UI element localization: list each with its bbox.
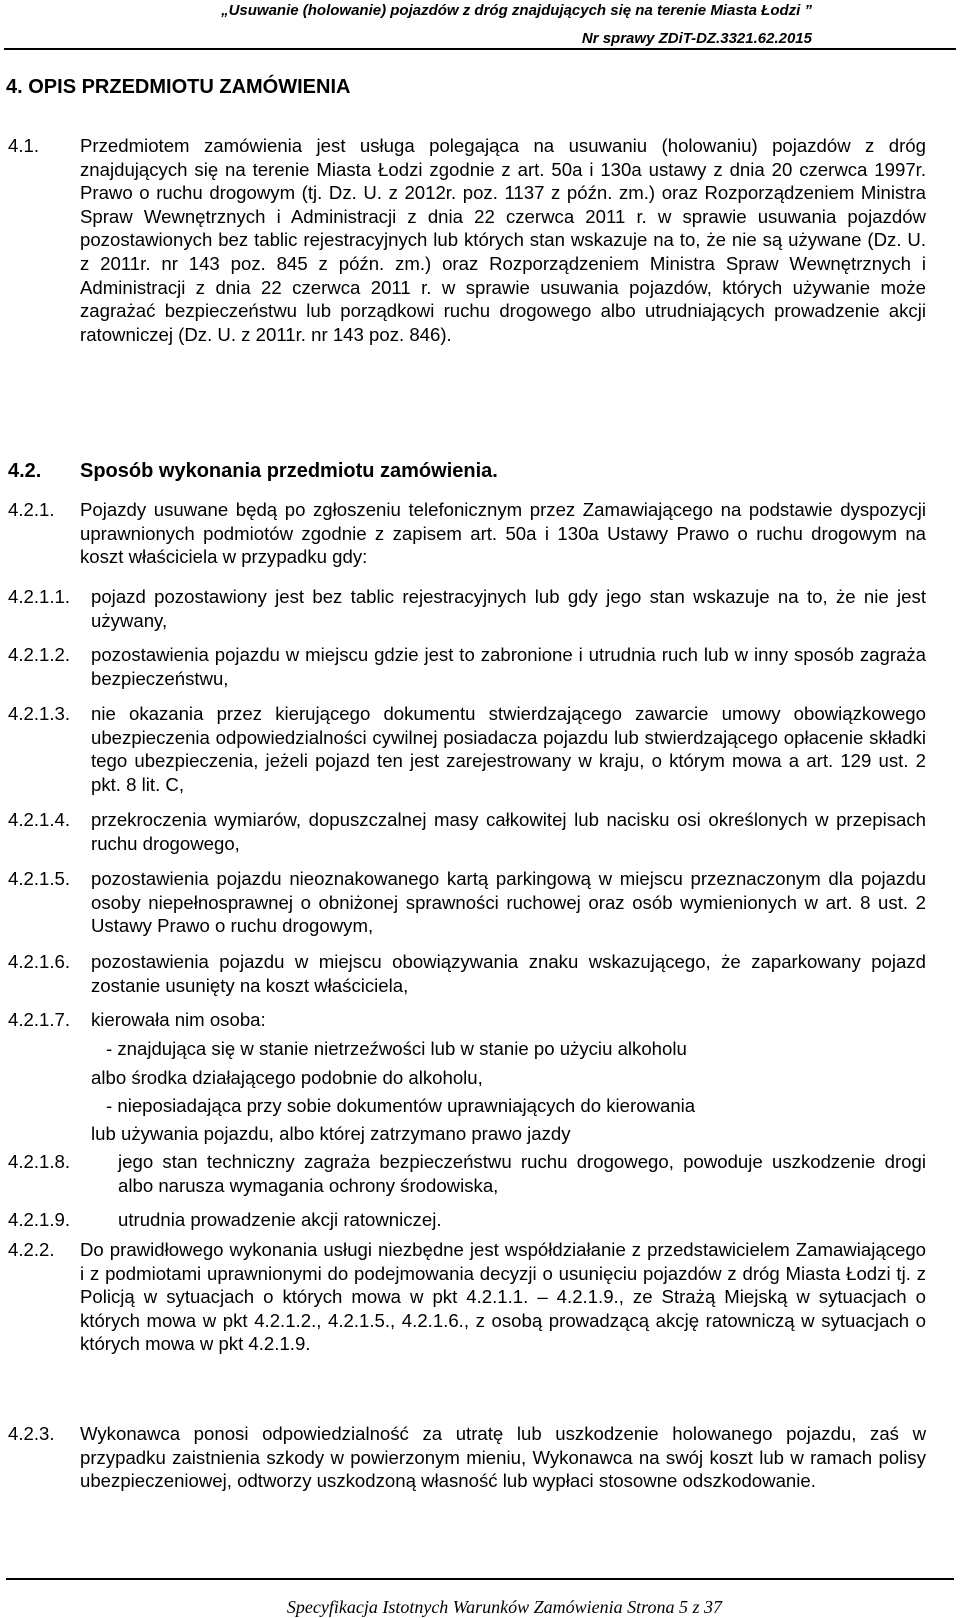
footer-divider	[6, 1578, 954, 1580]
item-4-2-1-5-text: pozostawienia pojazdu nieoznakowanego kartą parkingową w miejscu przeznaczonym dla pojazdu osoby niepełnosprawnej o obniżonej sprawności ruchowej oraz osób wymienionych w art. 8 ust. 2 Ustawy Prawo o ruchu drogowym,	[91, 868, 926, 937]
item-4-2-1-2-text: pozostawienia pojazdu w miejscu gdzie jest to zabronione i utrudnia ruch lub w inny sposób zagraża bezpieczeństwu,	[91, 644, 926, 689]
item-4-2-1-9-text: utrudnia prowadzenie akcji ratowniczej.	[118, 1209, 442, 1230]
item-number-4-2-1-3: 4.2.1.3.	[8, 703, 71, 724]
item-number-4-2-1-1: 4.2.1.1.	[8, 586, 71, 607]
heading-4-2-number: 4.2.	[8, 460, 42, 482]
item-4-2-1-7-sub1-line1: - znajdująca się w stanie nietrzeźwości lub w stanie po użyciu alkoholu	[106, 1038, 687, 1059]
case-number: Nr sprawy ZDiT-DZ.3321.62.2015	[581, 30, 812, 47]
item-number-4-2-1-2: 4.2.1.2.	[8, 644, 71, 665]
paragraph-4-2-1-text: Pojazdy usuwane będą po zgłoszeniu telefonicznym przez Zamawiającego na podstawie dyspozycji uprawnionych podmiotów zgodnie z zapisem art. 50a i 130a Ustawy Prawo o ruchu drogowym na koszt właściciela w przypadku gdy:	[80, 499, 926, 568]
item-number-4-2-1-9: 4.2.1.9.	[8, 1209, 71, 1230]
item-number-4-2-1-8: 4.2.1.8.	[8, 1151, 71, 1172]
paragraph-number-4-1: 4.1.	[8, 135, 40, 156]
paragraph-number-4-2-3: 4.2.3.	[8, 1423, 55, 1444]
heading-4-2-title: Sposób wykonania przedmiotu zamówienia.	[80, 460, 498, 482]
item-4-2-1-7-sub2-line1: - nieposiadająca przy sobie dokumentów uprawniających do kierowania	[106, 1095, 696, 1116]
section-title: 4. OPIS PRZEDMIOTU ZAMÓWIENIA	[6, 76, 351, 98]
item-4-2-1-7-text: kierowała nim osoba:	[91, 1009, 266, 1030]
item-4-2-1-7-sub1-line2: albo środka działającego podobnie do alkoholu,	[91, 1067, 483, 1088]
document-header-title: „Usuwanie (holowanie) pojazdów z dróg znajdujących się na terenie Miasta Łodzi ”	[221, 2, 812, 19]
paragraph-4-1-text: Przedmiotem zamówienia jest usługa polegająca na usuwaniu (holowaniu) pojazdów z dróg znajdujących się na terenie Miasta Łodzi zgodnie z art. 50a i 130a ustawy z dnia 20 czerwca 1997r. Prawo o ruchu drogowym (tj. Dz. U. z 2012r. poz. 1137 z późn. zm.) oraz Rozporządzeniem Ministra Spraw Wewnętrznych i Administracji z dnia 22 czerwca 2011 r. w sprawie usuwania pojazdów pozostawionych bez tablic rejestracyjnych lub których stan wskazuje na to, że nie są używane (Dz. U. z 2011r. nr 143 poz. 845 z późn. zm.) oraz Rozporządzeniem Ministra Spraw Wewnętrznych i Administracji z dnia 22 czerwca 2011 r. w sprawie usuwania pojazdów, których używanie może zagrażać bezpieczeństwu lub porządkowi ruchu drogowego albo utrudniających prowadzenie akcji ratowniczej (Dz. U. z 2011r. nr 143 poz. 846).	[80, 135, 926, 345]
item-4-2-1-3-text: nie okazania przez kierującego dokumentu stwierdzającego zawarcie umowy obowiązkowego ubezpieczenia odpowiedzialności cywilnej posiadacza pojazdu lub stwierdzającego opłacenie składki tego ubezpieczenia, jeżeli pojazd ten jest zarejestrowany w kraju, o którym mowa a art. 129 ust. 2 pkt. 8 lit. C,	[91, 703, 926, 795]
paragraph-number-4-2-1: 4.2.1.	[8, 499, 55, 520]
item-4-2-1-1-text: pojazd pozostawiony jest bez tablic rejestracyjnych lub gdy jego stan wskazuje na to, że nie jest używany,	[91, 586, 926, 631]
item-4-2-1-6-text: pozostawienia pojazdu w miejscu obowiązywania znaku wskazującego, że zaparkowany pojazd zostanie usunięty na koszt właściciela,	[91, 951, 926, 996]
item-number-4-2-1-5: 4.2.1.5.	[8, 868, 71, 889]
item-4-2-1-4-text: przekroczenia wymiarów, dopuszczalnej masy całkowitej lub nacisku osi określonych w przepisach ruchu drogowego,	[91, 809, 926, 854]
item-4-2-1-7-sub2-line2: lub używania pojazdu, albo której zatrzymano prawo jazdy	[91, 1123, 571, 1144]
page-footer: Specyfikacja Istotnych Warunków Zamówienia Strona 5 z 37	[286, 1597, 722, 1617]
paragraph-number-4-2-2: 4.2.2.	[8, 1239, 55, 1260]
item-number-4-2-1-6: 4.2.1.6.	[8, 951, 71, 972]
item-number-4-2-1-7: 4.2.1.7.	[8, 1009, 71, 1030]
item-number-4-2-1-4: 4.2.1.4.	[8, 809, 71, 830]
header-divider	[4, 48, 956, 50]
paragraph-4-2-3-text: Wykonawca ponosi odpowiedzialność za utratę lub uszkodzenie holowanego pojazdu, zaś w przypadku zaistnienia szkody w powierzonym mieniu, Wykonawca na swój koszt lub w ramach polisy ubezpieczeniowej, odtworzy uszkodzoną własność lub wypłaci stosowne odszkodowanie.	[80, 1423, 926, 1492]
item-4-2-1-8-text: jego stan techniczny zagraża bezpieczeństwu ruchu drogowego, powoduje uszkodzenie drogi albo narusza wymagania ochrony środowiska,	[118, 1151, 926, 1196]
paragraph-4-2-2-text: Do prawidłowego wykonania usługi niezbędne jest współdziałanie z przedstawicielem Zamawiającego i z podmiotami uprawnionymi do podejmowania decyzji o usunięciu pojazdów z dróg Miasta Łodzi tj. z Policją w sytuacjach o których mowa w pkt 4.2.1.1. – 4.2.1.9., ze Strażą Miejską w sytuacjach o których mowa w pkt 4.2.1.2., 4.2.1.5., 4.2.1.6., z osobą prowadzącą akcję ratowniczą w sytuacjach o których mowa w pkt 4.2.1.9.	[80, 1239, 926, 1355]
